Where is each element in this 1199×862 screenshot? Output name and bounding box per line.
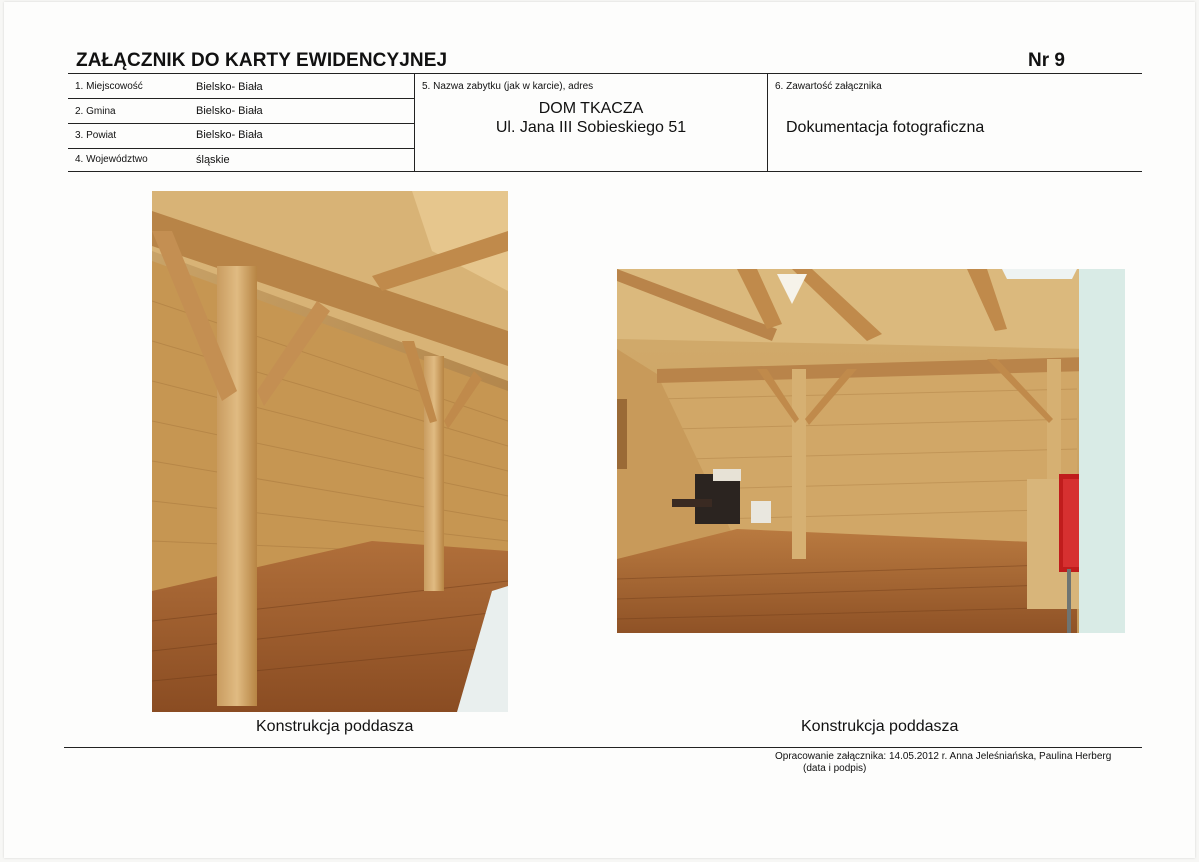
miejscowosc-value: Bielsko- Biała: [196, 81, 263, 93]
column-divider-2: [767, 73, 768, 172]
right-photo-caption: Konstrukcja poddasza: [801, 718, 959, 735]
monument-name: DOM TKACZA: [538, 100, 644, 117]
signature-note: (data i podpis): [803, 763, 867, 774]
gmina-value: Bielsko- Biała: [196, 105, 263, 117]
gmina-label: 2. Gmina: [75, 106, 116, 117]
document-title: ZAŁĄCZNIK DO KARTY EWIDENCYJNEJ: [76, 50, 448, 71]
attic-photo-left: [152, 191, 508, 712]
powiat-value: Bielsko- Biała: [196, 129, 263, 141]
miejscowosc-label: 1. Miejscowość: [75, 81, 143, 92]
footer-rule: [64, 747, 1142, 748]
row-rule-1: [68, 98, 414, 99]
row-rule-2: [68, 123, 414, 124]
nazwa-label: 5. Nazwa zabytku (jak w karcie), adres: [422, 81, 594, 92]
table-bottom-rule: [68, 171, 1142, 172]
wojewodztwo-label: 4. Województwo: [75, 154, 148, 165]
attic-photo-left-image: [152, 191, 508, 712]
attic-photo-right: [617, 269, 1125, 633]
attachment-number: Nr 9: [1028, 50, 1065, 71]
zawartosc-label: 6. Zawartość załącznika: [775, 81, 882, 92]
monument-address: Ul. Jana III Sobieskiego 51: [495, 119, 687, 136]
title-rule: [68, 73, 1142, 74]
wojewodztwo-value: śląskie: [196, 154, 230, 166]
powiat-label: 3. Powiat: [75, 130, 117, 141]
zawartosc-value: Dokumentacja fotograficzna: [786, 119, 985, 136]
attic-photo-right-image: [617, 269, 1125, 633]
left-photo-caption: Konstrukcja poddasza: [256, 718, 414, 735]
preparation-note: Opracowanie załącznika: 14.05.2012 r. Anna Jeleśniańska, Paulina Herberg: [775, 751, 1112, 762]
row-rule-3: [68, 148, 414, 149]
